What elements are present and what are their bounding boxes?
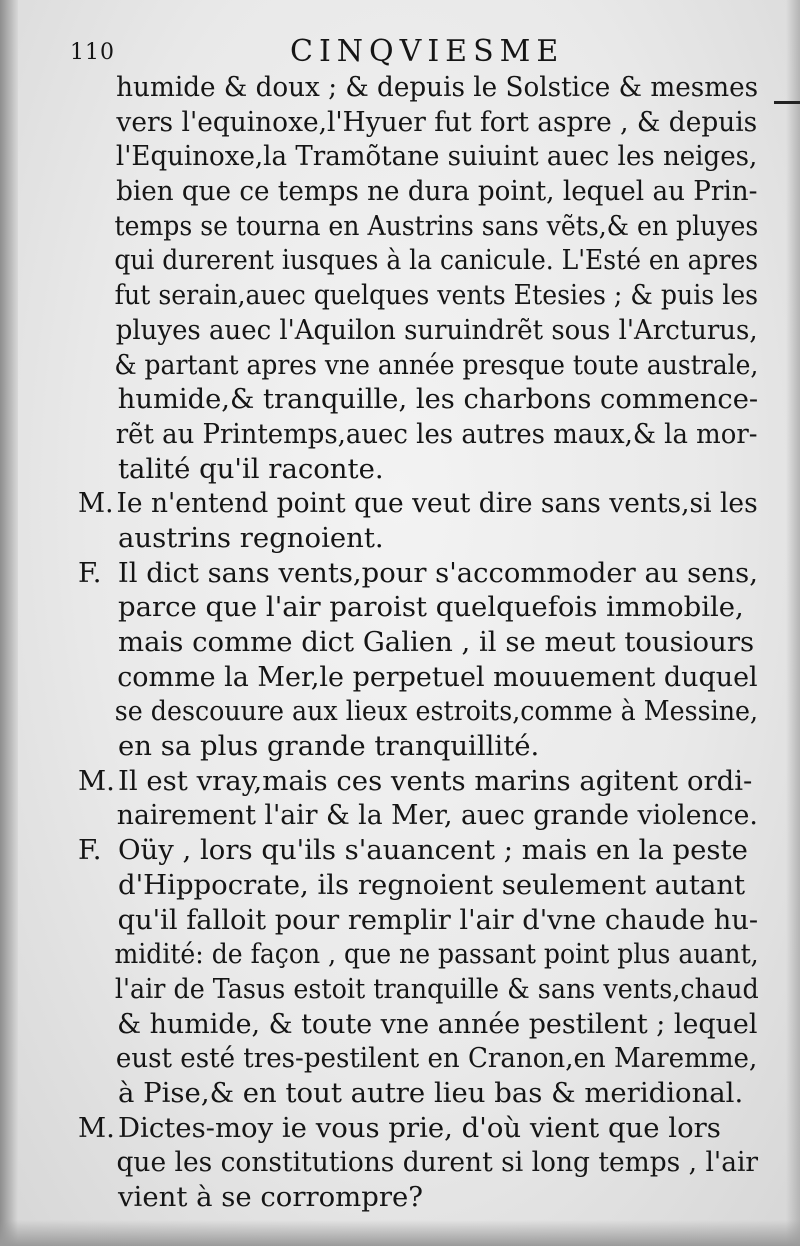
text-line [78,417,758,452]
line-text: & partant apres vne année presque toute australe, [114,348,759,381]
text-line [78,937,759,972]
line-text: l'air de Tasus estoit tranquille & sans vents,chaud [114,972,759,1005]
text-line [78,313,758,348]
text-line [78,278,759,313]
line-text: Dictes-moy ie vous prie, d'où vient que lors [118,1111,721,1144]
speaker-label: F. [78,556,102,589]
line-text: parce que l'air paroist quelquefois immobile, [118,591,744,624]
line-text: nairement l'air & la Mer, auec grande violence. [116,799,758,832]
text-line [78,868,758,903]
text-line [78,1145,759,1180]
speaker-label: M. [78,487,114,520]
line-text: austrins regnoient. [118,521,384,554]
line-text: pluyes auec l'Aquilon suruindrẽt sous l'Arcturus, [115,313,758,346]
line-text: talité qu'il raconte. [118,452,384,485]
line-text: fut serain,auec quelques vents Etesies ; & puis les [114,279,759,312]
page-edge-shadow [786,0,800,1246]
line-text: & humide, & toute vne année pestilent ; lequel [117,1007,758,1040]
speaker-label: M. [78,764,115,797]
text-line [78,139,758,174]
line-text: qu'il falloit pour remplir l'air d'vne chaude hu- [117,903,759,936]
line-text: temps se tourna en Austrins sans vẽts,& en pluyes [114,209,759,242]
text-line [78,1076,758,1111]
text-line [78,348,759,383]
text-line [78,1041,758,1076]
margin-rule-mark [774,101,800,104]
text-line [78,486,758,521]
text-line [78,694,759,729]
body-text [78,70,758,1215]
text-line [78,729,758,764]
line-text: d'Hippocrate, ils regnoient seulement autant [118,868,746,901]
text-line [78,1180,758,1215]
text-line [78,70,759,105]
line-text: Ie n'entend point que veut dire sans vents,si les [116,487,758,520]
line-text: l'Equinoxe,la Tramõtane suiuint auec les neiges, [115,140,758,173]
speaker-label: M. [78,1111,115,1144]
line-text: humide & doux ; & depuis le Solstice & mesmes [116,71,759,103]
page-header [70,34,770,74]
line-text: Oüy , lors qu'ils s'auancent ; mais en la peste [118,834,748,867]
text-line [78,382,759,417]
line-text: se descouure aux lieux estroits,comme à Messine, [114,695,759,728]
speaker-label: F. [78,834,102,867]
line-text: rẽt au Printemps,auec les autres maux,& la mor- [115,417,758,450]
text-line [78,174,758,209]
text-line [78,452,758,487]
line-text: midité: de façon , que ne passant point plus auant, [114,938,759,971]
line-text: bien que ce temps ne dura point, lequel au Prin- [116,175,758,208]
text-line [78,1111,758,1146]
line-text: vers l'equinoxe,l'Hyuer fut fort aspre , & depuis [116,105,758,138]
line-text: Il dict sans vents,pour s'accommoder au sens, [117,556,758,589]
text-line [78,625,758,660]
page-gutter-shadow [0,0,18,1246]
text-line [78,833,758,868]
text-line [78,972,759,1007]
line-text: que les constitutions durent si long temps , l'air [116,1146,759,1179]
text-line [78,105,758,140]
line-text: à Pise,& en tout autre lieu bas & meridional. [118,1076,744,1109]
line-text: Il est vray,mais ces vents marins agitent ordi- [118,764,753,797]
text-line [78,243,759,278]
text-line [78,590,758,625]
page-number: 110 [70,40,115,65]
text-line [78,660,758,695]
line-text: humide,& tranquille, les charbons commence- [117,383,759,416]
text-line [78,903,759,938]
text-line [78,1007,758,1042]
text-line [78,764,758,799]
line-text: mais comme dict Galien , il se meut tousiours [118,626,755,658]
line-text: vient à se corrompre? [118,1181,424,1213]
text-line [78,556,756,591]
page-bottom-shadow [0,1220,800,1246]
line-text: comme la Mer,le perpetuel mouuement duquel [117,660,758,693]
running-title: CINQVIESME [290,34,565,69]
line-text: eust esté tres-pestilent en Cranon,en Maremme, [115,1042,758,1075]
line-text: qui durerent iusques à la canicule. L'Esté en apres [114,244,759,277]
line-text: en sa plus grande tranquillité. [118,730,540,763]
text-line [78,209,759,244]
text-line [78,521,758,556]
text-line [78,798,758,833]
